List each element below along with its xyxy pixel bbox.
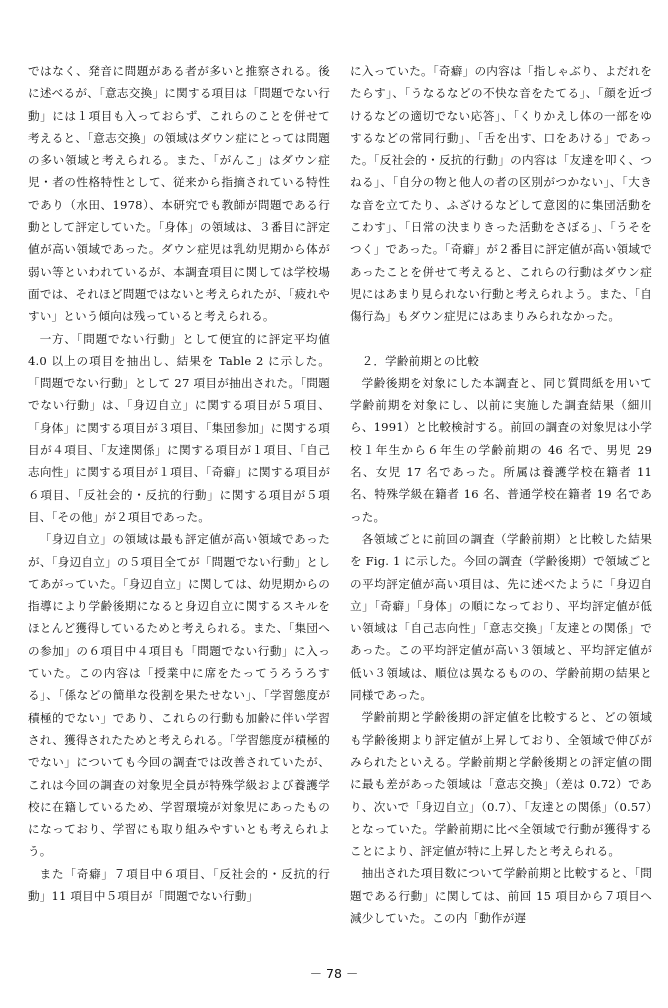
paragraph: 「身辺自立」の領域は最も評定値が高い領域であったが、「身辺自立」の５項目全てが「問題でない行動」としてあがっていた。「身辺自立」に関しては、幼児期からの指導により学齢後期になると身辺自立に関するスキルをほとんど獲得しているためと考えられる。また、「集団への参加」の６項目中４項目も「問題でない行動」に入っていた。この内容は「授業中に席をたってうろうろする」、「係などの簡単な役割を果たせない」、「学習態度が積極的でない」であり、これらの行動も加齢に伴い学習され、獲得されたためと考えられる。「学習態度が積極的でない」についても今回の調査では改善されていたが、これは今回の調査の対象児全員が特殊学級および養護学校に在籍しているため、学習環境が対象児にあったものになっており、学習にも取り組みやすいとも考えられよう。 (28, 532, 330, 859)
paragraph: 学齢前期と学齢後期の評定値を比較すると、どの領域も学齢後期より評定値が上昇しており、全領域で伸びがみられたといえる。学齢前期と学齢後期との評定値の間に最も差があった領域は「意志交換」（差は 0.72）であり、次いで「身辺自立」（0.7）、「友達との関係」（0.57）となっていた。学齢前期に比べ全領域で行動が獲得することにより、評定値が特に上昇したと考えられる。 (350, 710, 652, 859)
paragraph: 各領域ごとに前回の調査（学齢前期）と比較した結果を Fig. 1 に示した。今回の調査（学齢後期）で領域ごとの平均評定値が高い項目は、先に述べたように「身辺自立」「奇癖」「身体」の順になっており、平均評定値が低い領域は「自己志向性」「意志交換」「友達との関係」であった。この平均評定値が高い３領域と、平均評定値が低い３領域は、順位は異なるものの、学齢前期の結果と同様であった。 (350, 531, 652, 703)
page-number: － 78 － (309, 966, 359, 981)
paragraph: に入っていた。「奇癖」の内容は「指しゃぶり、よだれをたらす」、「うなるなどの不快な音をたてる」、「顔を近づけるなどの適切でない応答」、「くりかえし体の一部をゆするなどの常同行動」、「舌を出す、口をあける」であった。「反社会的・反抗的行動」の内容は「友達を叩く、つねる」、「自分の物と他人の者の区別がつかない」、「大きな音を立てたり、ふざけるなどして意図的に集団活動をこわす」、「日常の決まりきった活動をさぼる」、「うそをつく」であった。「奇癖」が２番目に評定値が高い領域であったことを併せて考えると、これらの行動はダウン症児にはあまり見られない行動と考えられよう。また、「自傷行為」もダウン症児にはあまりみられなかった。 (350, 64, 652, 324)
paragraph: また「奇癖」７項目中６項目、「反社会的・反抗的行動」11 項目中５項目が「問題でない行動」 (28, 866, 330, 903)
paragraph: ではなく、発音に問題がある者が多いと推察される。後に述べるが、「意志交換」に関する項目は「問題でない行動」には１項目も入っておらず、これらのことを併せて考えると、「意志交換」の領域はダウン症にとっては問題の多い領域と考えられる。また、「がんこ」はダウン症児・者の性格特性として、従来から指摘されている特性であり（水田、1978）、本研究でも教師が問題である行動として評定していた。「身体」の領域は、３番目に評定値が高い領域であった。ダウン症児は乳幼児期から体が弱い等といわれているが、本調査項目に関しては学校場面では、それほど問題ではないと考えられたが、「疲れやすい」という傾向は残っていると考えられる。 (28, 64, 330, 324)
paragraph: 抽出された項目数について学齢前期と比較すると、「問題である行動」に関しては、前回 15 項目から７項目へ減少していた。この内「動作が遅 (350, 866, 652, 925)
paragraph: 学齢後期を対象にした本調査と、同じ質問紙を用いて学齢前期を対象にし、以前に実施した調査結果（細川ら、1991）と比較検討する。前回の調査の対象児は小学校１年生から６年生の学齢前期の 46 名で、男児 29 名、女児 17 名であった。所属は養護学校在籍者 11 名、特殊学級在籍者 16 名、普通学校在籍者 19 名であった。 (350, 375, 652, 524)
paragraph: 一方、「問題でない行動」として便宜的に評定平均値 4.0 以上の項目を抽出し、結果を Table 2 に示した。「問題でない行動」として 27 項目が抽出された。「問題でない行動」は、「身辺自立」に関する項目が５項目、「身体」に関する項目が３項目、「集団参加」に関する項目が４項目、「友達関係」に関する項目が１項目、「自己志向性」に関する項目が１項目、「奇癖」に関する項目が６項目、「反社会的・反抗的行動」に関する項目が５項目、「その他」が２項目であった。 (28, 331, 330, 524)
right-column (350, 60, 652, 929)
left-column (28, 60, 330, 907)
section-heading: ２．学齢前期との比較 (361, 353, 480, 368)
